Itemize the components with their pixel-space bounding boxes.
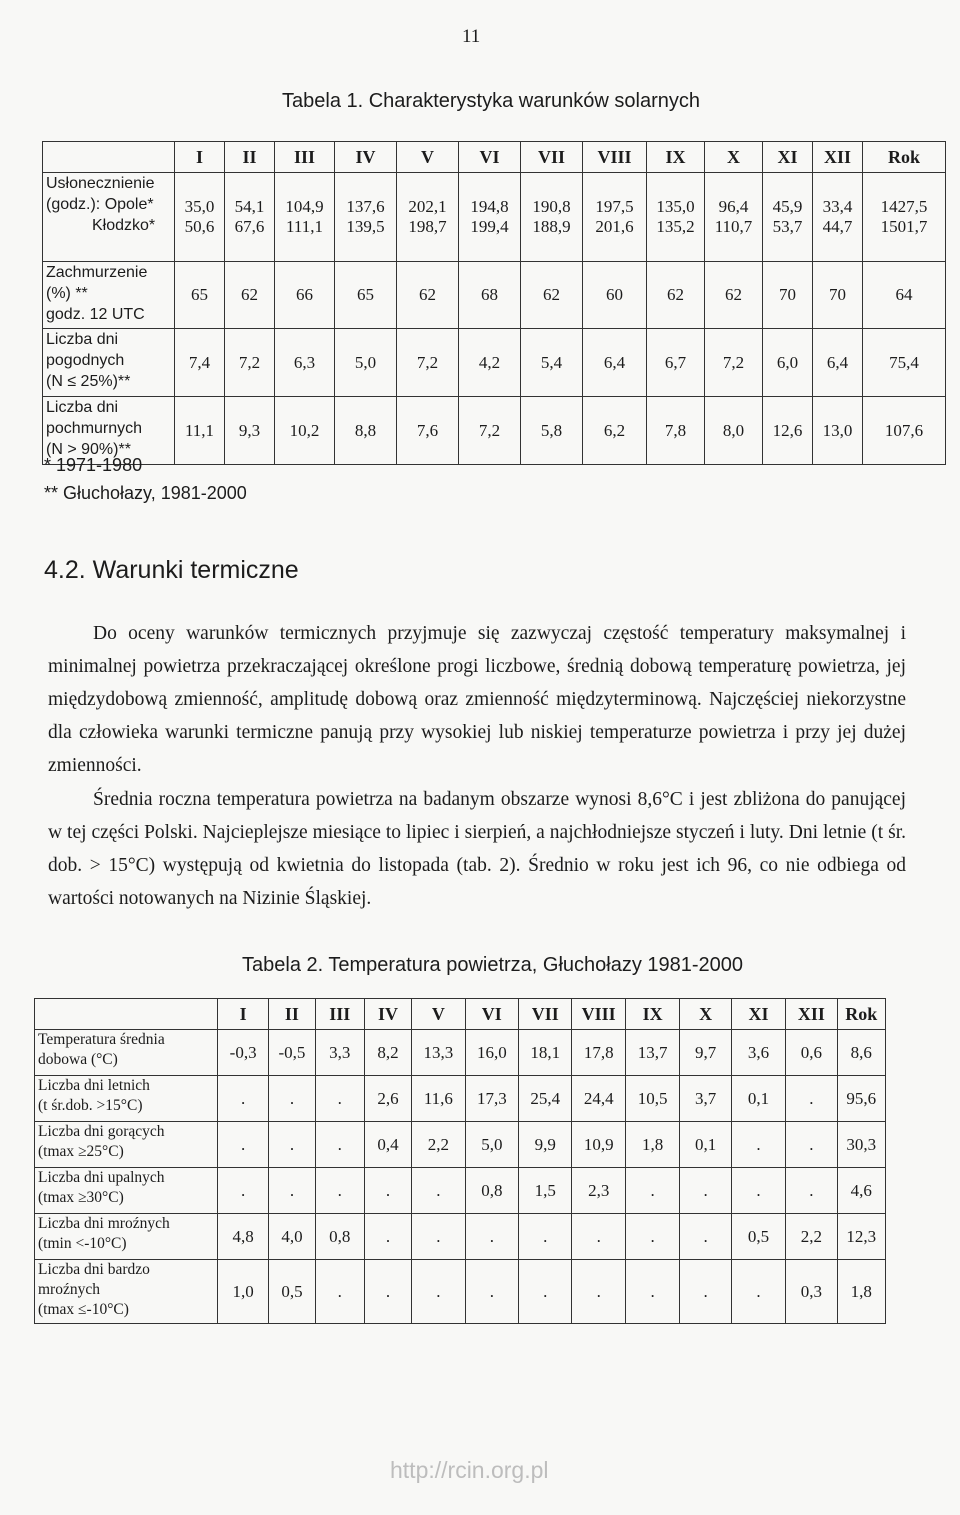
table-cell: 65 [175, 262, 225, 329]
table2-col-header: VII [519, 999, 572, 1030]
table-cell: 6,4 [583, 329, 647, 397]
table-cell: 70 [763, 262, 813, 329]
table-cell: . [315, 1168, 364, 1214]
table-cell: 0,5 [269, 1260, 315, 1324]
table2-col-header: XII [786, 999, 837, 1030]
table1-col-header: VI [459, 142, 521, 173]
table-cell: 137,6 139,5 [335, 173, 397, 262]
table2-col-header: VIII [572, 999, 625, 1030]
table-cell: 6,7 [647, 329, 705, 397]
table-cell: 4,6 [837, 1168, 885, 1214]
table-cell: 6,3 [275, 329, 335, 397]
table-cell: . [625, 1260, 679, 1324]
table-cell: 62 [225, 262, 275, 329]
table-cell: 7,4 [175, 329, 225, 397]
table-cell: 7,2 [459, 397, 521, 465]
table-cell: 104,9 111,1 [275, 173, 335, 262]
table1-col-header: II [225, 142, 275, 173]
table-cell: 1,0 [217, 1260, 268, 1324]
table-cell: 0,1 [680, 1122, 731, 1168]
table-cell: . [786, 1168, 837, 1214]
table-cell: 68 [459, 262, 521, 329]
table1-col-header: I [175, 142, 225, 173]
table-cell: 3,7 [680, 1076, 731, 1122]
table-cell: 11,6 [412, 1076, 465, 1122]
table-cell: 3,3 [315, 1030, 364, 1076]
table-cell: 0,5 [731, 1214, 785, 1260]
table2-col-header: V [412, 999, 465, 1030]
table1-corner [43, 142, 175, 173]
table2-col-header: III [315, 999, 364, 1030]
table-cell: 75,4 [863, 329, 946, 397]
table-cell: 197,5 201,6 [583, 173, 647, 262]
row-label: Temperatura średnia dobowa (°C) [35, 1030, 218, 1076]
table2-caption: Tabela 2. Temperatura powietrza, Głuchołazy 1981-2000 [242, 954, 744, 976]
table-cell: . [269, 1168, 315, 1214]
table-cell: 6,2 [583, 397, 647, 465]
table-cell: 4,2 [459, 329, 521, 397]
footnote-2: ** Głuchołazy, 1981-2000 [44, 483, 247, 503]
table-cell: 17,8 [572, 1030, 625, 1076]
row-label: Liczba dni pogodnych (N ≤ 25%)** [43, 329, 175, 397]
section-heading: 4.2. Warunki termiczne [44, 556, 299, 584]
table-cell: . [731, 1260, 785, 1324]
row-label: Liczba dni gorących (tmax ≥25°C) [35, 1122, 218, 1168]
table-cell: 194,8 199,4 [459, 173, 521, 262]
table-row [43, 329, 946, 397]
table2-col-header: IV [364, 999, 411, 1030]
table-cell: 7,8 [647, 397, 705, 465]
row-label: Liczba dni bardzo mroźnych (tmax ≤-10°C) [35, 1260, 218, 1324]
table-cell: 64 [863, 262, 946, 329]
table-cell: 1,8 [625, 1122, 679, 1168]
table-cell: . [364, 1260, 411, 1324]
table-cell: -0,5 [269, 1030, 315, 1076]
table-cell: 9,3 [225, 397, 275, 465]
table1-col-header: XII [813, 142, 863, 173]
table2-col-header: II [269, 999, 315, 1030]
table-row [35, 1260, 886, 1324]
table-cell: 54,1 67,6 [225, 173, 275, 262]
table-cell: . [269, 1122, 315, 1168]
table-cell: . [572, 1214, 625, 1260]
table-row [35, 1168, 886, 1214]
table-cell: . [786, 1122, 837, 1168]
table-row [43, 397, 946, 465]
table-cell: . [315, 1076, 364, 1122]
table-cell: 12,6 [763, 397, 813, 465]
table-row [35, 1122, 886, 1168]
table-cell: 18,1 [519, 1030, 572, 1076]
table-cell: 7,6 [397, 397, 459, 465]
table-cell: . [412, 1214, 465, 1260]
table-row [43, 262, 946, 329]
row-label: Liczba dni upalnych (tmax ≥30°C) [35, 1168, 218, 1214]
table-cell: . [315, 1260, 364, 1324]
table-cell: . [625, 1168, 679, 1214]
table-cell: 190,8 188,9 [521, 173, 583, 262]
table-cell: . [465, 1260, 518, 1324]
table-cell: 7,2 [397, 329, 459, 397]
table-cell: . [412, 1168, 465, 1214]
table-cell: 13,3 [412, 1030, 465, 1076]
table-cell: 8,6 [837, 1030, 885, 1076]
table-cell: 45,9 53,7 [763, 173, 813, 262]
table-cell: . [364, 1214, 411, 1260]
footnote-1: * 1971-1980 [44, 455, 143, 475]
table2-corner [35, 999, 218, 1030]
table-cell: 35,0 50,6 [175, 173, 225, 262]
table-cell: . [519, 1260, 572, 1324]
paragraph-1: Do oceny warunków termicznych przyjmuje się zazwyczaj częstość temperatury maksymalnej i minimalnej powietrza przekraczającej określone progi liczbowe, średnią dobową temperaturę powietrza, jej międzydobową zmienność, amplitudę dobową oraz zmienność międzyterminową. Najczęściej niekorzystne dla człowieka warunki termiczne panują przy wysokiej lub niskiej temperaturze powietrza i przy jej dużej zmienności. [48, 623, 906, 776]
table-row [43, 173, 946, 262]
table2-col-header: I [217, 999, 268, 1030]
table-cell: 135,0 135,2 [647, 173, 705, 262]
table-cell: 5,8 [521, 397, 583, 465]
row-label: Zachmurzenie (%) ** godz. 12 UTC [43, 262, 175, 329]
table1-col-header: III [275, 142, 335, 173]
table-cell: 16,0 [465, 1030, 518, 1076]
table1-col-header: XI [763, 142, 813, 173]
table-cell: 9,7 [680, 1030, 731, 1076]
page-number: 11 [462, 26, 481, 47]
table-cell: 5,0 [465, 1122, 518, 1168]
table-cell: . [731, 1168, 785, 1214]
table1-col-header: VIII [583, 142, 647, 173]
table-cell: 62 [705, 262, 763, 329]
table-cell: -0,3 [217, 1030, 268, 1076]
table-cell: 2,2 [412, 1122, 465, 1168]
table-cell: . [786, 1076, 837, 1122]
table-cell: 0,8 [315, 1214, 364, 1260]
table-cell: 12,3 [837, 1214, 885, 1260]
table-cell: 2,2 [786, 1214, 837, 1260]
table2-col-header: Rok [837, 999, 885, 1030]
table-cell: 7,2 [225, 329, 275, 397]
table-cell: 62 [521, 262, 583, 329]
table-cell: . [217, 1122, 268, 1168]
table-cell: 3,6 [731, 1030, 785, 1076]
table1-col-header: Rok [863, 142, 946, 173]
table2-col-header: IX [625, 999, 679, 1030]
table-cell: 60 [583, 262, 647, 329]
table-cell: 2,6 [364, 1076, 411, 1122]
table-cell: 6,0 [763, 329, 813, 397]
table-cell: 9,9 [519, 1122, 572, 1168]
table-cell: . [572, 1260, 625, 1324]
table-cell: 4,0 [269, 1214, 315, 1260]
row-label: Liczba dni letnich (t śr.dob. >15°C) [35, 1076, 218, 1122]
table-cell: 33,4 44,7 [813, 173, 863, 262]
table-cell: 1,5 [519, 1168, 572, 1214]
paragraph-2: Średnia roczna temperatura powietrza na badanym obszarze wynosi 8,6°C i jest zbliżona do panującej w tej części Polski. Najcieplejsze miesiące to lipiec i sierpień, a najchłodniejsze styczeń i luty. Dni letnie (t śr. dob. > 15°C) występują od kwietnia do listopada (tab. 2). Średnio w roku jest ich 96, co nie odbiega od wartości notowanych na Nizinie Śląskiej. [48, 789, 906, 909]
table1-caption: Tabela 1. Charakterystyka warunków solarnych [282, 90, 700, 112]
table-cell: . [217, 1076, 268, 1122]
table-cell: 10,5 [625, 1076, 679, 1122]
table-cell: 24,4 [572, 1076, 625, 1122]
table-cell: 62 [647, 262, 705, 329]
air-temperature-table [34, 998, 886, 1324]
table-cell: 8,2 [364, 1030, 411, 1076]
row-label: Liczba dni mroźnych (tmin <-10°C) [35, 1214, 218, 1260]
table-cell: 13,0 [813, 397, 863, 465]
table1-header-row [43, 142, 946, 173]
table-cell: 10,2 [275, 397, 335, 465]
table2-header-row [35, 999, 886, 1030]
table-cell: . [364, 1168, 411, 1214]
table1-col-header: IV [335, 142, 397, 173]
table-row [35, 1076, 886, 1122]
table-cell: 65 [335, 262, 397, 329]
table-cell: 8,0 [705, 397, 763, 465]
table-cell: 6,4 [813, 329, 863, 397]
table-cell: 7,2 [705, 329, 763, 397]
table-cell: 30,3 [837, 1122, 885, 1168]
table-cell: 11,1 [175, 397, 225, 465]
table2-col-header: XI [731, 999, 785, 1030]
table-cell: 5,4 [521, 329, 583, 397]
table1-col-header: X [705, 142, 763, 173]
table-cell: . [217, 1168, 268, 1214]
table-cell: 0,4 [364, 1122, 411, 1168]
table1-col-header: VII [521, 142, 583, 173]
table-row [35, 1030, 886, 1076]
table-cell: 66 [275, 262, 335, 329]
solar-conditions-table [42, 141, 946, 465]
table-cell: . [519, 1214, 572, 1260]
table-cell: 96,4 110,7 [705, 173, 763, 262]
table-cell: 5,0 [335, 329, 397, 397]
table-cell: . [680, 1260, 731, 1324]
table2-col-header: X [680, 999, 731, 1030]
table-cell: 4,8 [217, 1214, 268, 1260]
table-cell: 1,8 [837, 1260, 885, 1324]
table-cell: 107,6 [863, 397, 946, 465]
table1-col-header: IX [647, 142, 705, 173]
table-cell: 8,8 [335, 397, 397, 465]
table-cell: 17,3 [465, 1076, 518, 1122]
table-cell: 13,7 [625, 1030, 679, 1076]
table-cell: 0,3 [786, 1260, 837, 1324]
table-cell: . [315, 1122, 364, 1168]
row-label: Liczba dni pochmurnych (N > 90%)** [43, 397, 175, 465]
watermark-url: http://rcin.org.pl [390, 1457, 549, 1483]
table-cell: 0,6 [786, 1030, 837, 1076]
table-cell: 0,8 [465, 1168, 518, 1214]
table-cell: . [412, 1260, 465, 1324]
table-cell: . [680, 1214, 731, 1260]
table-cell: 25,4 [519, 1076, 572, 1122]
table-cell: . [465, 1214, 518, 1260]
table-cell: . [269, 1076, 315, 1122]
table-row [35, 1214, 886, 1260]
table-cell: 202,1 198,7 [397, 173, 459, 262]
table-cell: . [731, 1122, 785, 1168]
table-cell: 10,9 [572, 1122, 625, 1168]
table-cell: 95,6 [837, 1076, 885, 1122]
table1-col-header: V [397, 142, 459, 173]
table-cell: 70 [813, 262, 863, 329]
table-cell: 62 [397, 262, 459, 329]
table-cell: . [680, 1168, 731, 1214]
table-cell: 0,1 [731, 1076, 785, 1122]
table-cell: 1427,5 1501,7 [863, 173, 946, 262]
table-cell: . [625, 1214, 679, 1260]
table2-col-header: VI [465, 999, 518, 1030]
row-label: Usłonecznienie (godz.): Opole* Kłodzko* [43, 173, 175, 262]
table-cell: 2,3 [572, 1168, 625, 1214]
